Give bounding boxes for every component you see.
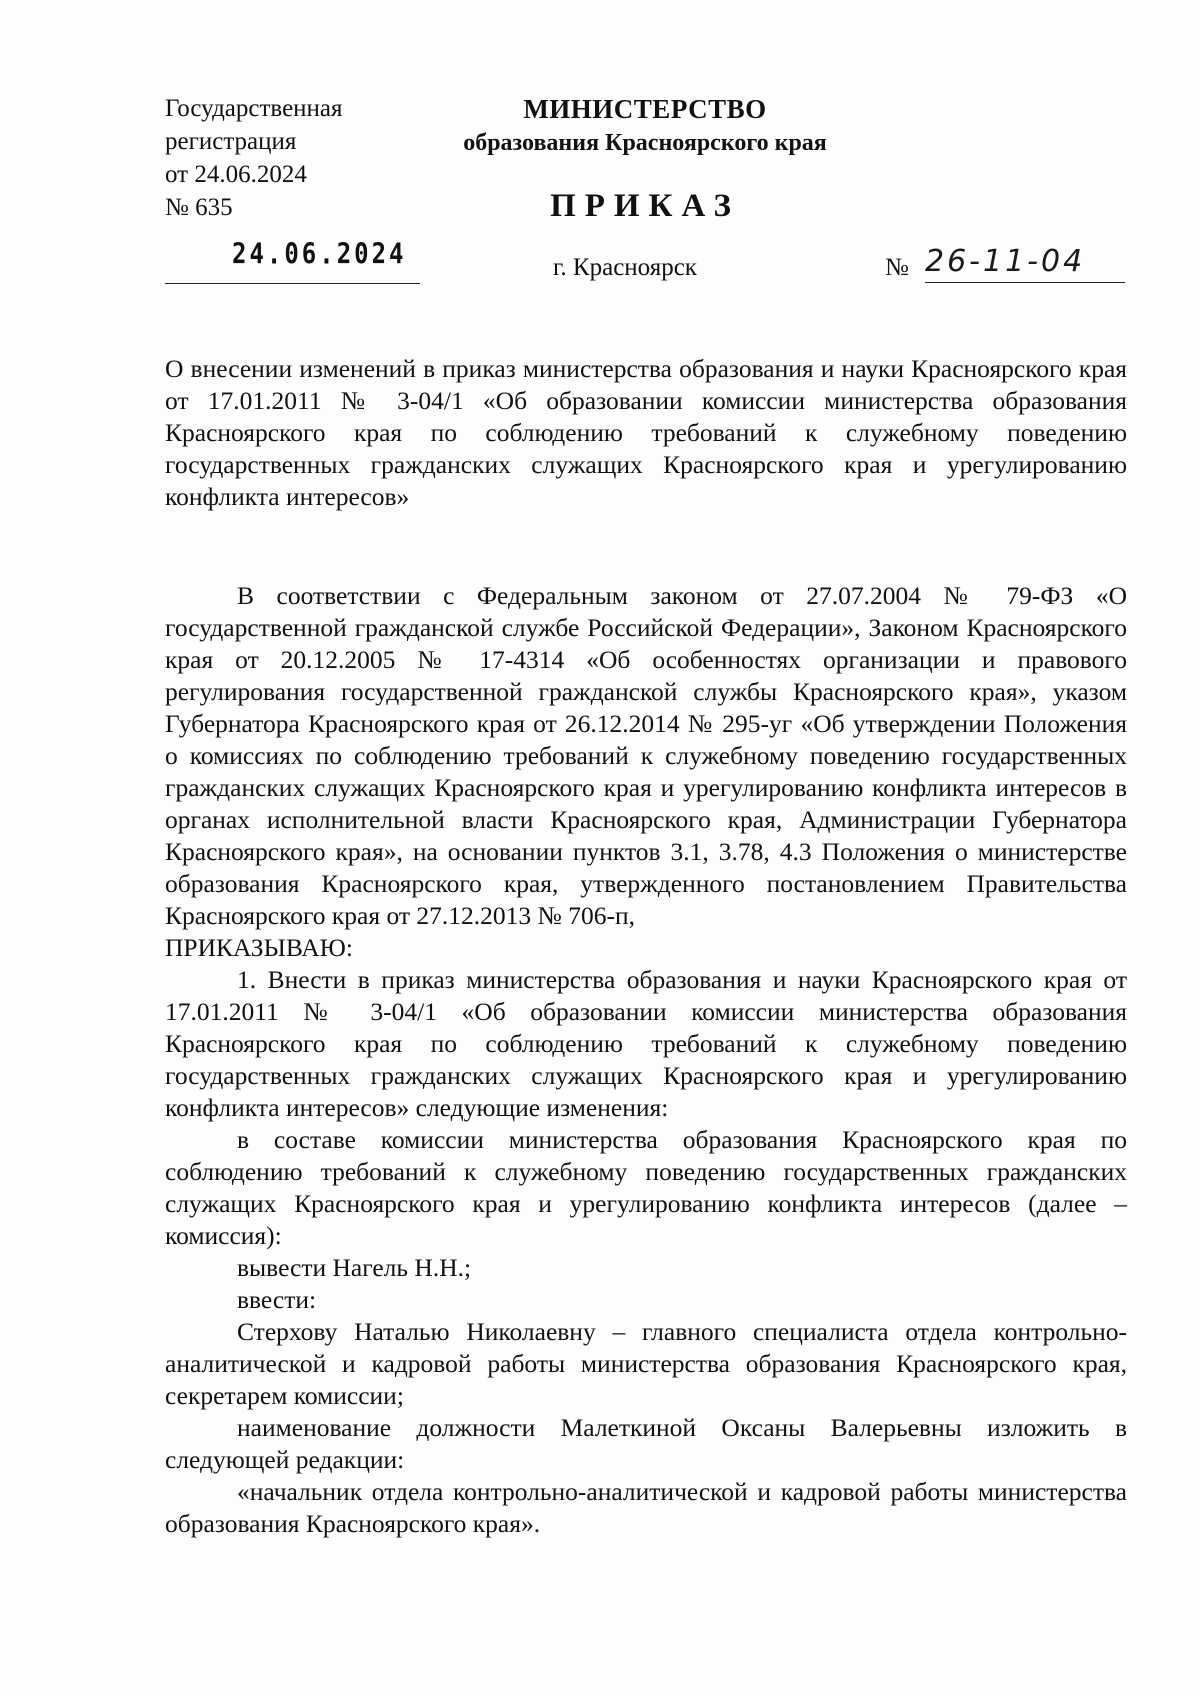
registration-line-2: регистрация (165, 128, 297, 155)
document-title: О внесении изменений в приказ министерства образования и науки Красноярского края от 17.01.2011 № 3-04/1 «Об образовании комиссии министерства образования Красноярского края по соблюдению требований к служебному поведению государственных гражданских служащих Красноярского края и урегулированию конфликта интересов» (165, 354, 1127, 511)
paragraph-rename: наименование должности Малеткиной Оксаны Валерьевны изложить в следующей редакции: (165, 1413, 1127, 1474)
order-word: ПРИКАЗЫВАЮ: (165, 933, 353, 962)
ministry-title: МИНИСТЕРСТВО (523, 94, 767, 124)
paragraph-item-1: 1. Внести в приказ министерства образования и науки Красноярского края от 17.01.2011 № 3-04/1 «Об образовании комиссии министерства образования Красноярского края по соблюдению требований к служебному поведению государственных гражданских служащих Красноярского края и урегулированию конфликта интересов» следующие изменения: (165, 965, 1127, 1122)
registration-line-4: № 635 (165, 194, 233, 221)
city: г. Красноярск (553, 254, 697, 281)
paragraph-add: ввести: (237, 1285, 317, 1314)
document-body (165, 580, 1127, 1540)
order-number-label: № (885, 254, 909, 281)
paragraph-new-member: Стерхову Наталью Николаевну – главного специалиста отдела контрольно-аналитической и кадровой работы министерства образования Красноярского края, секретарем комиссии; (165, 1317, 1127, 1410)
paragraph-preamble: В соответствии с Федеральным законом от 27.07.2004 № 79-ФЗ «О государственной гражданской службе Российской Федерации», Законом Красноярского края от 20.12.2005 № 17-4314 «Об особенностях организации и правового регулирования государственной гражданской службы Красноярского края», указом Губернатора Красноярского края от 26.12.2014 № 295-уг «Об утверждении Положения о комиссиях по соблюдению требований к служебному поведению государственных гражданских служащих Красноярского края и урегулированию конфликта интересов в органах исполнительной власти Красноярского края, Администрации Губернатора Красноярского края», на основании пунктов 3.1, 3.78, 4.3 Положения о министерстве образования Красноярского края, утвержденного постановлением Правительства Красноярского края от 27.12.2013 № 706-п, (165, 581, 1127, 930)
document-type: ПРИКАЗ (550, 188, 740, 224)
paragraph-commission: в составе комиссии министерства образования Красноярского края по соблюдению требований к служебному поведению государственных гражданских служащих Красноярского края и урегулированию конфликта интересов (далее – комиссия): (165, 1125, 1127, 1250)
paragraph-new-position: «начальник отдела контрольно-аналитической и кадровой работы министерства образования Красноярского края». (165, 1477, 1127, 1538)
ministry-subtitle: образования Красноярского края (463, 130, 827, 156)
registration-line-3: от 24.06.2024 (165, 161, 307, 188)
registration-underline (165, 283, 420, 284)
order-number-handwritten: 26-11-04 (925, 244, 1125, 283)
ministry-header (420, 92, 870, 160)
stamp-date: 24.06.2024 (232, 237, 407, 271)
registration-block (165, 92, 425, 224)
registration-line-1: Государственная (165, 95, 343, 122)
paragraph-remove: вывести Нагель Н.Н.; (237, 1253, 472, 1282)
